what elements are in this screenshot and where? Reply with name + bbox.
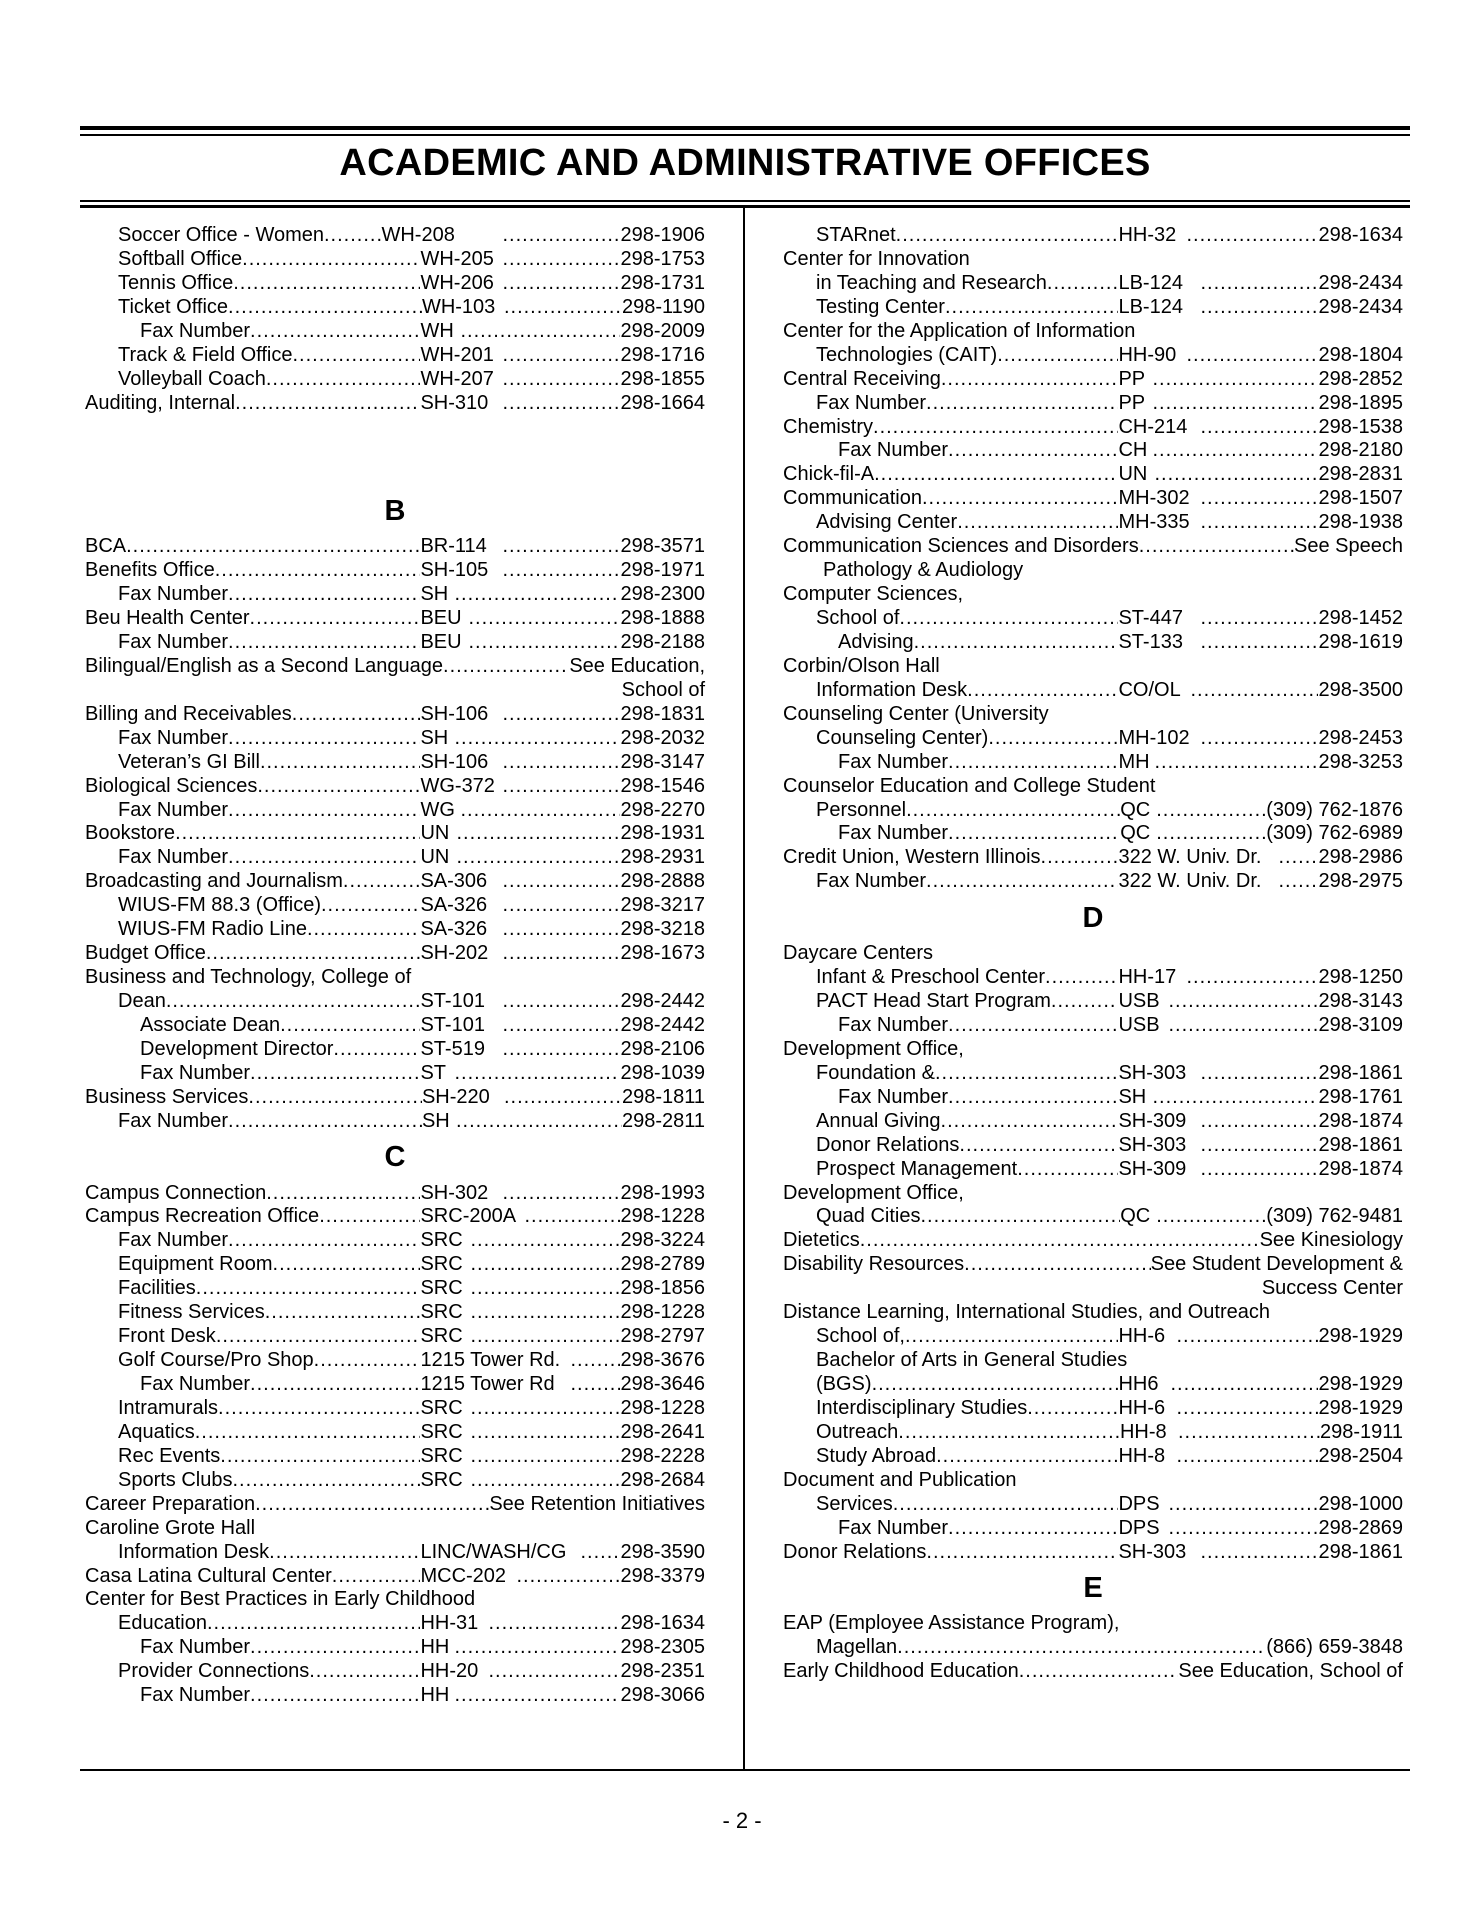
list-item: Fax Number ..... 1215 Tower Rd ..... 298-3646 <box>85 1373 705 1397</box>
list-item: Veteran’s GI Bill ..... SH-106 ..... 298-3147 <box>85 751 705 775</box>
list-item: Outreach ..... HH-8 ..... 298-1911 <box>783 1421 1403 1445</box>
list-item: Annual Giving ..... SH-309 ..... 298-1874 <box>783 1110 1403 1134</box>
list-item: Fax Number ..... UN ..... 298-2931 <box>85 846 705 870</box>
list-item: School of <box>621 678 705 701</box>
list-item: Document and Publication <box>783 1468 1017 1491</box>
list-item: Associate Dean ..... ST-101 ..... 298-2442 <box>85 1014 705 1038</box>
list-item: Benefits Office ..... SH-105 ..... 298-1971 <box>85 559 705 583</box>
list-item: STARnet ..... HH-32 ..... 298-1634 <box>783 224 1403 248</box>
list-item: Technologies (CAIT) ..... HH-90 ..... 298-1804 <box>783 344 1403 368</box>
list-item: Volleyball Coach ..... WH-207 ..... 298-1855 <box>85 368 705 392</box>
list-item: Provider Connections ..... HH-20 ..... 298-2351 <box>85 1660 705 1684</box>
list-item: Auditing, Internal ..... SH-310 ..... 298-1664 <box>85 392 705 416</box>
title-rule-thick <box>80 205 1410 208</box>
list-item: Computer Sciences, <box>783 583 964 606</box>
list-item: Advising ..... ST-133 ..... 298-1619 <box>783 631 1403 655</box>
list-item: Donor Relations ..... SH-303 ..... 298-1861 <box>783 1134 1403 1158</box>
list-item: Soccer Office - Women ..... WH-208 ..... 298-1906 <box>85 224 705 248</box>
list-item: Fax Number ..... USB ..... 298-3109 <box>783 1014 1403 1038</box>
list-item: Fax Number ..... WG ..... 298-2270 <box>85 799 705 823</box>
list-item: School of, ..... HH-6 ..... 298-1929 <box>783 1325 1403 1349</box>
section-heading-d: D <box>1082 901 1104 934</box>
list-item: Dietetics ..... See Kinesiology <box>783 1229 1403 1253</box>
list-item: Advising Center ..... MH-335 ..... 298-1938 <box>783 511 1403 535</box>
list-item: Business and Technology, College of <box>85 966 412 989</box>
list-item: Fitness Services ..... SRC ..... 298-1228 <box>85 1301 705 1325</box>
list-item: in Teaching and Research ..... LB-124 ..... 298-2434 <box>783 272 1403 296</box>
list-item: Fax Number ..... WH ..... 298-2009 <box>85 320 705 344</box>
list-item: Bachelor of Arts in General Studies <box>816 1349 1128 1372</box>
list-item: WIUS-FM Radio Line ..... SA-326 ..... 298-3218 <box>85 918 705 942</box>
list-item: Tennis Office ..... WH-206 ..... 298-1731 <box>85 272 705 296</box>
list-item: Aquatics ..... SRC ..... 298-2641 <box>85 1421 705 1445</box>
list-item: Chemistry ..... CH-214 ..... 298-1538 <box>783 416 1403 440</box>
list-item: Foundation & ..... SH-303 ..... 298-1861 <box>783 1062 1403 1086</box>
list-item: Center for the Application of Information <box>783 319 1136 342</box>
list-item: Fax Number ..... CH ..... 298-2180 <box>783 439 1403 463</box>
list-item: Donor Relations ..... SH-303 ..... 298-1861 <box>783 1541 1403 1565</box>
list-item: Fax Number ..... 322 W. Univ. Dr. ..... 298-2975 <box>783 870 1403 894</box>
list-item: Corbin/Olson Hall <box>783 654 940 677</box>
list-item: PACT Head Start Program ..... USB ..... 298-3143 <box>783 990 1403 1014</box>
list-item: Information Desk ..... CO/OL ..... 298-3500 <box>783 679 1403 703</box>
list-item: Disability Resources ..... See Student Development & <box>783 1253 1403 1277</box>
list-item: Rec Events ..... SRC ..... 298-2228 <box>85 1445 705 1469</box>
top-rule-thick <box>80 126 1410 130</box>
list-item: Track & Field Office ..... WH-201 ..... 298-1716 <box>85 344 705 368</box>
right-column <box>783 224 1403 1684</box>
list-item: Development Director ..... ST-519 ..... 298-2106 <box>85 1038 705 1062</box>
list-item: Bilingual/English as a Second Language ..... See Education, <box>85 655 705 679</box>
list-item: WIUS-FM 88.3 (Office) ..... SA-326 ..... 298-3217 <box>85 894 705 918</box>
list-item: BCA ..... BR-114 ..... 298-3571 <box>85 535 705 559</box>
list-item: Infant & Preschool Center ..... HH-17 ..... 298-1250 <box>783 966 1403 990</box>
top-rule-thin <box>80 134 1410 136</box>
list-item: Softball Office ..... WH-205 ..... 298-1753 <box>85 248 705 272</box>
list-item: Prospect Management ..... SH-309 ..... 298-1874 <box>783 1158 1403 1182</box>
list-item: Intramurals ..... SRC ..... 298-1228 <box>85 1397 705 1421</box>
list-item: Daycare Centers <box>783 942 934 965</box>
column-divider <box>743 208 745 1771</box>
list-item: Center for Innovation <box>783 247 970 270</box>
list-item: Biological Sciences ..... WG-372 ..... 298-1546 <box>85 775 705 799</box>
list-item: Fax Number ..... SH ..... 298-1761 <box>783 1086 1403 1110</box>
list-item: Budget Office ..... SH-202 ..... 298-1673 <box>85 942 705 966</box>
list-item: Campus Connection ..... SH-302 ..... 298-1993 <box>85 1182 705 1206</box>
list-item: Fax Number ..... PP ..... 298-1895 <box>783 392 1403 416</box>
list-item: Communication ..... MH-302 ..... 298-1507 <box>783 487 1403 511</box>
list-item: Quad Cities ..... QC ..... (309) 762-9481 <box>783 1205 1403 1229</box>
list-item: Fax Number ..... ST ..... 298-1039 <box>85 1062 705 1086</box>
section-heading-b: B <box>384 494 406 527</box>
list-item: Business Services ..... SH-220 ..... 298-1811 <box>85 1086 705 1110</box>
list-item: Fax Number ..... HH ..... 298-3066 <box>85 1684 705 1708</box>
section-heading-e: E <box>1083 1571 1103 1604</box>
left-column <box>85 224 705 1708</box>
list-item: Magellan ..... (866) 659-3848 <box>783 1636 1403 1660</box>
list-item: Fax Number ..... SH ..... 298-2811 <box>85 1110 705 1134</box>
list-item: Fax Number ..... BEU ..... 298-2188 <box>85 631 705 655</box>
list-item: Development Office, <box>783 1181 964 1204</box>
list-item: Dean ..... ST-101 ..... 298-2442 <box>85 990 705 1014</box>
list-item: Personnel ..... QC ..... (309) 762-1876 <box>783 799 1403 823</box>
list-item: Credit Union, Western Illinois ..... 322 W. Univ. Dr. ..... 298-2986 <box>783 846 1403 870</box>
list-item: Counseling Center (University <box>783 702 1049 725</box>
list-item: Fax Number ..... SH ..... 298-2032 <box>85 727 705 751</box>
list-item: Bookstore ..... UN ..... 298-1931 <box>85 822 705 846</box>
list-item: Facilities ..... SRC ..... 298-1856 <box>85 1277 705 1301</box>
list-item: Testing Center ..... LB-124 ..... 298-2434 <box>783 296 1403 320</box>
list-item: School of ..... ST-447 ..... 298-1452 <box>783 607 1403 631</box>
list-item: Pathology & Audiology <box>823 559 1024 582</box>
title-rule-thin <box>80 200 1410 202</box>
list-item: Fax Number ..... QC ..... (309) 762-6989 <box>783 822 1403 846</box>
list-item: (BGS) ..... HH6 ..... 298-1929 <box>783 1373 1403 1397</box>
list-item: Fax Number ..... HH ..... 298-2305 <box>85 1636 705 1660</box>
list-item: Early Childhood Education ..... See Education, School of <box>783 1660 1403 1684</box>
list-item: Fax Number ..... MH ..... 298-3253 <box>783 751 1403 775</box>
list-item: Education ..... HH-31 ..... 298-1634 <box>85 1612 705 1636</box>
list-item: Fax Number ..... DPS ..... 298-2869 <box>783 1517 1403 1541</box>
list-item: Development Office, <box>783 1037 964 1060</box>
list-item: Chick-fil-A ..... UN ..... 298-2831 <box>783 463 1403 487</box>
list-item: Information Desk ..... LINC/WASH/CG ..... 298-3590 <box>85 1541 705 1565</box>
list-item: Counseling Center) ..... MH-102 ..... 298-2453 <box>783 727 1403 751</box>
page-title: ACADEMIC AND ADMINISTRATIVE OFFICES <box>339 142 1151 184</box>
list-item: Counselor Education and College Student <box>783 774 1156 797</box>
list-item: Career Preparation ..... See Retention Initiatives <box>85 1493 705 1517</box>
section-heading-c: C <box>384 1141 406 1174</box>
list-item: Services ..... DPS ..... 298-1000 <box>783 1493 1403 1517</box>
list-item: Interdisciplinary Studies ..... HH-6 ..... 298-1929 <box>783 1397 1403 1421</box>
list-item: Success Center <box>1261 1277 1403 1300</box>
list-item: Beu Health Center ..... BEU ..... 298-1888 <box>85 607 705 631</box>
bottom-rule <box>80 1769 1410 1771</box>
list-item: Billing and Receivables ..... SH-106 ..... 298-1831 <box>85 703 705 727</box>
list-item: Sports Clubs ..... SRC ..... 298-2684 <box>85 1469 705 1493</box>
list-item: Fax Number ..... SH ..... 298-2300 <box>85 583 705 607</box>
page-number: - 2 - <box>722 1808 762 1833</box>
list-item: Study Abroad ..... HH-8 ..... 298-2504 <box>783 1445 1403 1469</box>
list-item: Communication Sciences and Disorders ..... See Speech <box>783 535 1403 559</box>
list-item: Fax Number ..... SRC ..... 298-3224 <box>85 1229 705 1253</box>
list-item: Distance Learning, International Studies, and Outreach <box>783 1301 1270 1324</box>
list-item: Center for Best Practices in Early Childhood <box>85 1588 476 1611</box>
list-item: Broadcasting and Journalism ..... SA-306 ..... 298-2888 <box>85 870 705 894</box>
list-item: Ticket Office ..... WH-103 ..... 298-1190 <box>85 296 705 320</box>
list-item: Central Receiving ..... PP ..... 298-2852 <box>783 368 1403 392</box>
list-item: Equipment Room ..... SRC ..... 298-2789 <box>85 1253 705 1277</box>
list-item: EAP (Employee Assistance Program), <box>783 1612 1120 1635</box>
list-item: Casa Latina Cultural Center ..... MCC-202 ..... 298-3379 <box>85 1565 705 1589</box>
list-item: Campus Recreation Office ..... SRC-200A ..... 298-1228 <box>85 1205 705 1229</box>
list-item: Golf Course/Pro Shop ..... 1215 Tower Rd. ..... 298-3676 <box>85 1349 705 1373</box>
list-item: Caroline Grote Hall <box>85 1516 256 1539</box>
list-item: Front Desk ..... SRC ..... 298-2797 <box>85 1325 705 1349</box>
